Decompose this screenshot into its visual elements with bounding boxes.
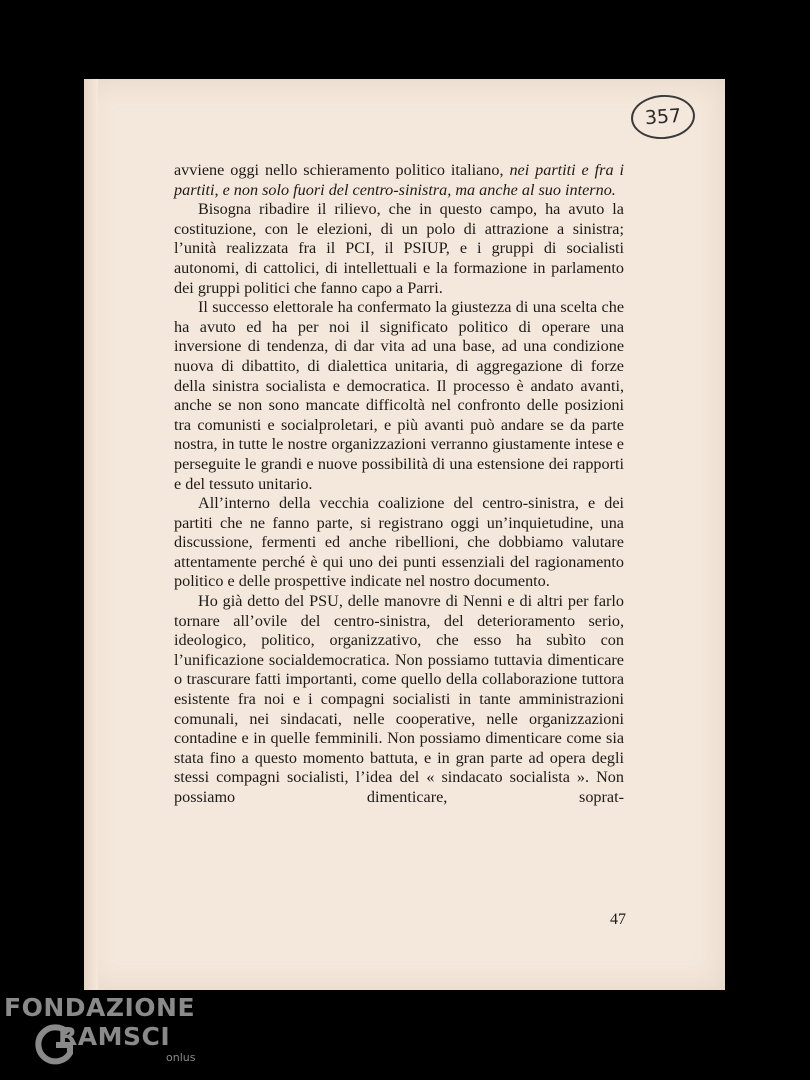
fondazione-gramsci-logo <box>4 993 204 1073</box>
page-edge-shadow <box>84 79 98 990</box>
paragraph-3: Il successo elettorale ha confermato la giustezza di una scelta che ha avuto ed ha per noi il significato politico di operare una inversione di tendenza, di dar vita ad una base, ad una condizione nuova di dibattito, di dialettica unitaria, di aggregazione di forze della sinistra socialista e democratica. Il processo è andato avanti, anche se non sono mancate difficoltà nel confronto delle posizioni tra comunisti e socialproletari, e più avanti può andare se da parte nostra, in tutte le nostre organizzazioni verranno giustamente intese e perseguite le grandi e nuove possibilità di una estensione dei rapporti e del tessuto unitario. <box>174 298 624 493</box>
logo-line-1: FONDAZIONE <box>4 993 196 1022</box>
document-page <box>84 79 725 990</box>
paragraph-1: avviene oggi nello schieramento politico italiano, nei partiti e fra i partiti, e non solo fuori del centro-sinistra, ma anche al suo interno. <box>174 161 625 199</box>
paragraph-5: Ho già detto del PSU, delle manovre di Nenni e di altri per farlo tornare all’ovile del centro-sinistra, del deterioramento serio, ideologico, politico, organizzativo, che esso ha subìto con l’unificazione socialdemocratica. Non possiamo tuttavia dimenticare o trascurare fatti importanti, come quello della collaborazione tuttora esistente fra noi e i compagni socialisti in tante amministrazioni comunali, nei sindacati, nelle cooperative, nelle organizzazioni contadine e in quelle femminili. Non possiamo dimenticare come sia stata fino a questo momento battuta, e in gran parte ad opera degli stessi compagni socialisti, l’idea del « sindacato socialista ». Non possiamo dimenticare, soprat- <box>174 592 624 806</box>
paragraph-2: Bisogna ribadire il rilievo, che in questo campo, ha avuto la costituzione, con le elezioni, di un polo di attrazione a sinistra; l’unità realizzata fra il PCI, il PSIUP, e i gruppi di socialisti autonomi, di cattolici, di intellettuali e la formazione in parlamento dei gruppi politici che fanno capo a Parri. <box>174 200 624 297</box>
logo-line-2: RAMSCI <box>58 1022 171 1051</box>
logo-onlus: onlus <box>166 1051 196 1064</box>
page-number: 47 <box>610 911 626 928</box>
paragraph-4: All’interno della vecchia coalizione del centro-sinistra, e dei partiti che ne fanno parte, si registrano oggi un’inquietudine, una discussione, fermenti ed anche ribellioni, che dobbiamo valutare attentamente perché è qui uno dei punti essenziali del ragionamento politico e delle prospettive indicate nel nostro documento. <box>174 494 624 591</box>
body-text <box>174 161 624 808</box>
archive-page-stamp: 357 <box>630 93 697 141</box>
